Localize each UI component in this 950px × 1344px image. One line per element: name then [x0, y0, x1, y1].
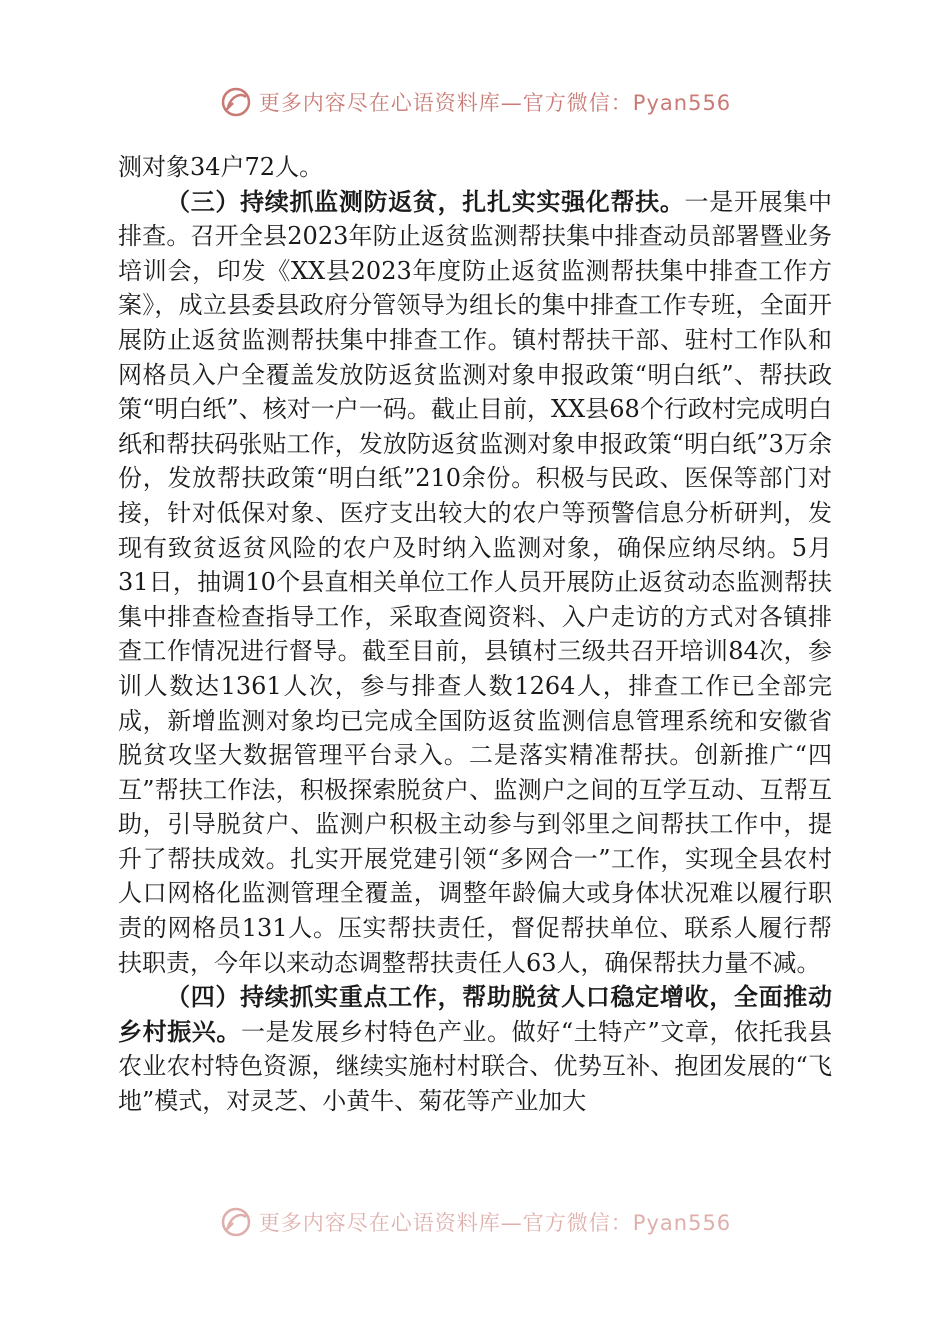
- watermark-footer: [0, 1202, 950, 1242]
- section-3-heading: （三）持续抓监测防返贫，扎扎实实强化帮扶。: [166, 186, 685, 216]
- section-4-heading: （四）持续抓实重点工作，帮助脱贫人口稳定增收，全面推动乡村振兴。: [118, 982, 832, 1046]
- document-body: [118, 150, 832, 1119]
- watermark-text: 更多内容尽在心语资料库—官方微信：Pyan556: [258, 1211, 732, 1235]
- watermark-header: [0, 82, 950, 122]
- section-4-body: 一是发展乡村特色产业。做好“土特产”文章，依托我县农业农村特色资源，继续实施村村联合、优势互补、抱团发展的“飞地”模式，对灵芝、小黄牛、菊花等产业加大: [118, 1017, 832, 1116]
- seal-logo-icon: [219, 85, 253, 119]
- section-3-body: 一是开展集中排查。召开全县2023年防止返贫监测帮扶集中排查动员部署暨业务培训会，印发《XX县2023年度防止返贫监测帮扶集中排查工作方案》，成立县委县政府分管领导为组长的集中排查工作专班，全面开展防止返贫监测帮扶集中排查工作。镇村帮扶干部、驻村工作队和网格员入户全覆盖发放防返贫监测对象申报政策“明白纸”、帮扶政策“明白纸”、核对一户一码。截止目前，XX县68个行政村完成明白纸和帮扶码张贴工作，发放防返贫监测对象申报政策“明白纸”3万余份，发放帮扶政策“明白纸”210余份。积极与民政、医保等部门对接，针对低保对象、医疗支出较大的农户等预警信息分析研判，发现有致贫返贫风险的农户及时纳入监测对象，确保应纳尽纳。5月31日，抽调10个县直相关单位工作人员开展防止返贫动态监测帮扶集中排查检查指导工作，采取查阅资料、入户走访的方式对各镇排查工作情况进行督导。截至目前，县镇村三级共召开培训84次，参训人数达1361人次，参与排查人数1264人，排查工作已全部完成，新增监测对象均已完成全国防返贫监测信息管理系统和安徽省脱贫攻坚大数据管理平台录入。二是落实精准帮扶。创新推广“四互”帮扶工作法，积极探索脱贫户、监测户之间的互学互动、互帮互助，引导脱贫户、监测户积极主动参与到邻里之间帮扶工作中，提升了帮扶成效。扎实开展党建引领“多网合一”工作，实现全县农村人口网格化监测管理全覆盖，调整年龄偏大或身体状况难以履行职责的网格员131人。压实帮扶责任，督促帮扶单位、联系人履行帮扶职责，今年以来动态调整帮扶责任人63人，确保帮扶力量不减。: [118, 187, 833, 977]
- paragraph-continuation: 测对象34户72人。: [118, 153, 324, 181]
- watermark-text: 更多内容尽在心语资料库—官方微信：Pyan556: [258, 91, 732, 115]
- paragraph-section-3: [118, 185, 832, 981]
- paragraph-section-4: [118, 980, 832, 1118]
- seal-logo-icon: [219, 1205, 253, 1239]
